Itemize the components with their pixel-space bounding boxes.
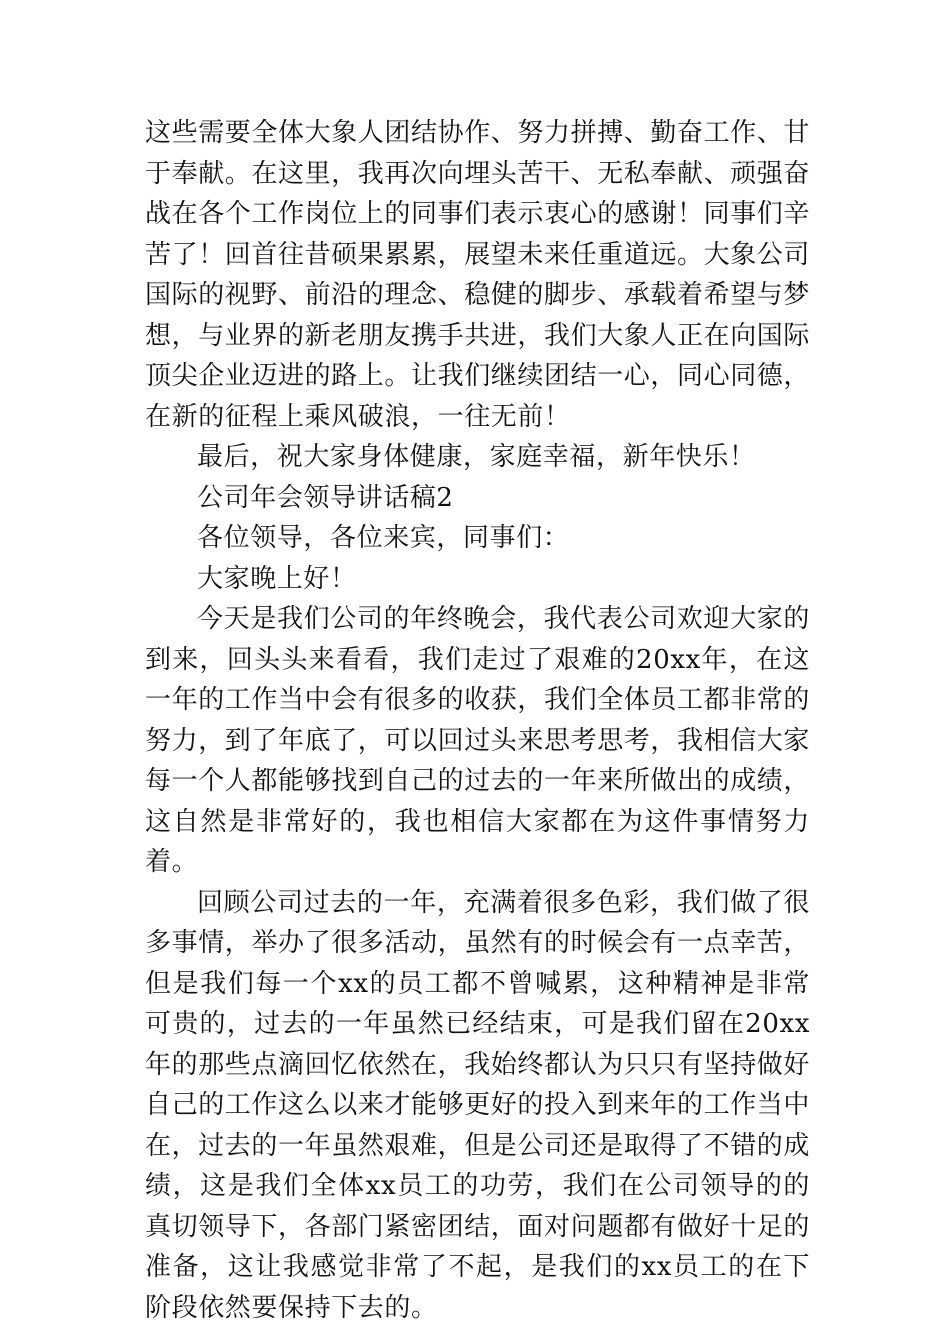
- paragraph-greeting: 大家晚上好！: [197, 563, 357, 594]
- paragraph-body-1: 今天是我们公司的年终晚会，我代表公司欢迎大家的到来，回头头来看看，我们走过了艰难的20xx年，在这一年的工作当中会有很多的收获，我们全体员工都非常的努力，到了年底了，可以回过头来思考思考，我相信大家每一个人都能够找到自己的过去的一年来所做出的成绩，这自然是非常好的，我也相信大家都在为这件事情努力着。: [145, 604, 811, 877]
- paragraph-salutation: 各位领导，各位来宾，同事们：: [197, 523, 570, 553]
- paragraph-closing-wishes: 最后，祝大家身体健康，家庭幸福，新年快乐！: [197, 442, 756, 472]
- paragraph-continuation: 这些需要全体大象人团结协作、努力拼搏、勤奋工作、甘于奉献。在这里，我再次向埋头苦干、无私奉献、顽强奋战在各个工作岗位上的同事们表示衷心的感谢！同事们辛苦了！回首往昔硕果累累，展望未来任重道远。大象公司国际的视野、前沿的理念、稳健的脚步、承载着希望与梦想，与业界的新老朋友携手共进，我们大象人正在向国际顶尖企业迈进的路上。让我们继续团结一心，同心同德，在新的征程上乘风破浪，一往无前！: [145, 118, 811, 432]
- section-heading: 公司年会领导讲话稿2: [197, 482, 454, 513]
- paragraph-body-2: 回顾公司过去的一年，充满着很多色彩，我们做了很多事情，举办了很多活动，虽然有的时候会有一点幸苦，但是我们每一个xx的员工都不曾喊累，这种精神是非常可贵的，过去的一年虽然已经结束，可是我们留在20xx年的那些点滴回忆依然在，我始终都认为只只有坚持做好自己的工作这么以来才能够更好的投入到来年的工作当中在，过去的一年虽然艰难，但是公司还是取得了不错的成绩，这是我们全体xx员工的功劳，我们在公司领导的的真切领导下，各部门紧密团结，面对问题都有做好十足的准备，这让我感觉非常了不起，是我们的xx员工的在下阶段依然要保持下去的。: [145, 887, 811, 1323]
